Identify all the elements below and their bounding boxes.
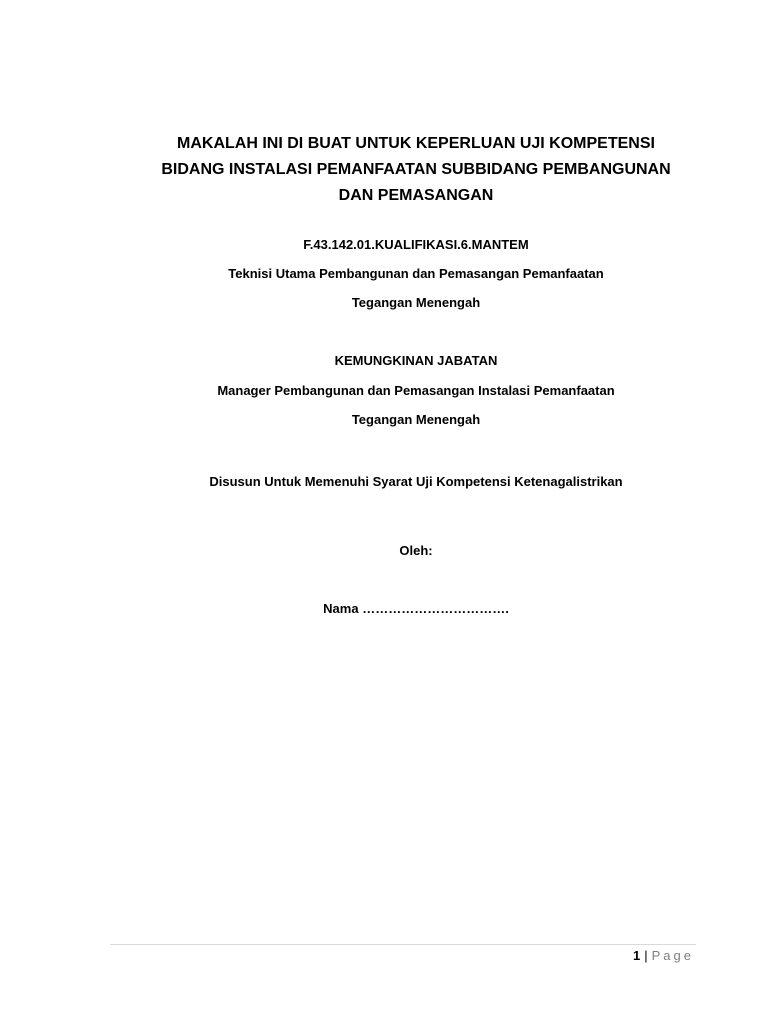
qualification-title-line-2: Tegangan Menengah xyxy=(351,295,481,310)
document-title: MAKALAH INI DI BUAT UNTUK KEPERLUAN UJI KOMPETENSI BIDANG INSTALASI PEMANFAATAN SUBBIDANG PEMBANGUNAN DAN PEMASANGAN xyxy=(161,135,671,204)
qualification-title-line-1: Teknisi Utama Pembangunan dan Pemasangan Pemanfaatan xyxy=(228,266,604,281)
author-name-line: Nama ……………………………. xyxy=(323,601,509,616)
author-label: Oleh: xyxy=(399,543,433,558)
page-footer xyxy=(633,948,694,964)
purpose-statement: Disusun Untuk Memenuhi Syarat Uji Kompetensi Ketenagalistrikan xyxy=(209,474,623,489)
position-heading: KEMUNGKINAN JABATAN xyxy=(334,353,498,368)
page-number: 1 xyxy=(633,948,641,963)
footer-divider xyxy=(110,944,696,945)
position-title-line-1: Manager Pembangunan dan Pemasangan Instalasi Pemanfaatan xyxy=(217,383,615,398)
page-label: Page xyxy=(651,948,694,963)
qualification-code: F.43.142.01.KUALIFIKASI.6.MANTEM xyxy=(303,237,529,252)
position-title-line-2: Tegangan Menengah xyxy=(351,412,481,427)
footer-separator: | xyxy=(644,948,648,963)
